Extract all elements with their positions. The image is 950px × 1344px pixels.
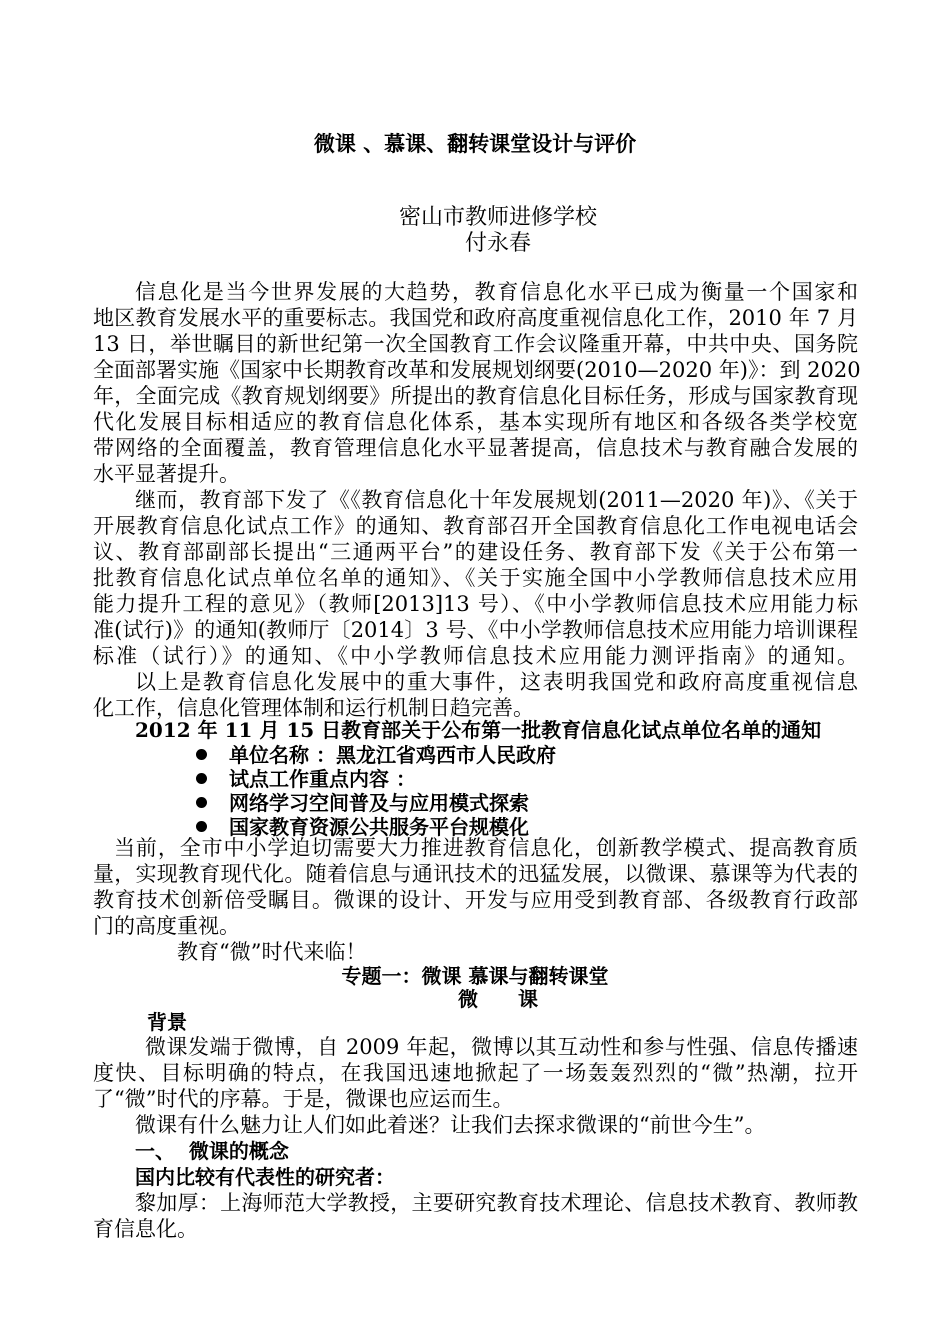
bullet-item	[196, 743, 556, 767]
bullet-text: 网络学习空间普及与应用模式探索	[229, 791, 529, 815]
notice-heading: 2012 年 11 月 15 日教育部关于公布第一批教育信息化试点单位名单的通知	[135, 718, 822, 742]
document-title: 微课 、慕课、翻转课堂设计与评价	[313, 131, 637, 156]
para2-line: 继而，教育部下发了《《教育信息化十年发展规划(2011—2020 年)》、《关于	[135, 488, 858, 512]
para5-line: 度快、目标明确的特点，在我国迅速地掀起了一场轰轰烈烈的“微”热潮，拉开	[93, 1061, 858, 1085]
bullet-item	[196, 767, 416, 791]
para4-line: 量，实现教育现代化。随着信息与通讯技术的迅猛发展，以微课、慕课等为代表的	[93, 862, 858, 886]
para5-line: 微课发端于微博，自 2009 年起，微博以其互动性和参与性强、信息传播速	[145, 1035, 858, 1059]
para5-line: 了“微”时代的序幕。于是，微课也应运而生。	[93, 1087, 514, 1111]
para2-line: 议、教育部副部长提出“三通两平台”的建设任务、教育部下发《关于公布第一	[93, 540, 858, 564]
para1-line: 全面部署实施《国家中长期教育改革和发展规划纲要(2010—2020 年)》：到 2020	[93, 358, 861, 382]
para7-line: 育信息化。	[93, 1217, 198, 1241]
para4-line: 教育技术创新倍受瞩目。微课的设计、开发与应用受到教育部、各级教育行政部	[93, 888, 858, 912]
para1-line: 地区教育发展水平的重要标志。我国党和政府高度重视信息化工作，2010 年 7 月	[93, 306, 858, 330]
section-heading: 一、 微课的概念	[135, 1139, 289, 1163]
para2-line: 能力提升工程的意见》（教师[2013]13 号）、《中小学教师信息技术应用能力标	[93, 592, 858, 616]
topic-heading: 专题一：微课 慕课与翻转课堂	[341, 964, 609, 988]
bullet-text: 试点工作重点内容 ：	[229, 767, 416, 791]
para3-line: 化工作，信息化管理体制和运行机制日趋完善。	[93, 696, 534, 720]
para1-line: 代化发展目标相适应的教育信息化体系，基本实现所有地区和各级各类学校宽	[93, 410, 858, 434]
para3-line: 以上是教育信息化发展中的重大事件，这表明我国党和政府高度重视信息	[135, 670, 858, 694]
bullet-dot-icon	[196, 821, 207, 832]
para2-line: 开展教育信息化试点工作》的通知、教育部召开全国教育信息化工作电视电话会	[93, 514, 858, 538]
para1-line: 水平显著提升。	[93, 462, 240, 486]
para1-line: 信息化是当今世界发展的大趋势，教育信息化水平已成为衡量一个国家和	[135, 280, 858, 304]
para2-line: 准(试行)》的通知(教师厅〔2014〕3 号、《中小学教师信息技术应用能力培训课程	[93, 618, 858, 642]
background-label: 背景	[147, 1010, 187, 1034]
era-line: 教育“微”时代来临！	[177, 940, 367, 964]
bullet-dot-icon	[196, 773, 207, 784]
para1-line: 年，全面完成《教育规划纲要》所提出的教育信息化目标任务，形成与国家教育现	[93, 384, 858, 408]
para6-line: 微课有什么魅力让人们如此着迷？让我们去探求微课的“前世今生”。	[135, 1113, 766, 1137]
bullet-text: 单位名称 ：黑龙江省鸡西市人民政府	[229, 743, 556, 767]
para4-line: 当前，全市中小学迫切需要大力推进教育信息化，创新教学模式、提高教育质	[114, 836, 858, 860]
para1-line: 带网络的全面覆盖，教育管理信息化水平显著提高，信息技术与教育融合发展的	[93, 436, 858, 460]
para2-line: 标准（试行）》的通知、《中小学教师信息技术应用能力测评指南》的通知。	[93, 644, 858, 668]
para7-line: 黎加厚：上海师范大学教授，主要研究教育技术理论、信息技术教育、教师教	[135, 1191, 858, 1215]
bullet-item	[196, 791, 529, 815]
para1-line: 13 日，举世瞩目的新世纪第一次全国教育工作会议隆重开幕，中共中央、国务院	[93, 332, 858, 356]
author-school: 密山市教师进修学校	[398, 205, 597, 230]
para4-line: 门的高度重视。	[93, 914, 240, 938]
researchers-label: 国内比较有代表性的研究者：	[135, 1165, 395, 1189]
bullet-text: 国家教育资源公共服务平台规模化	[229, 815, 529, 839]
bullet-dot-icon	[196, 749, 207, 760]
author-name: 付永春	[464, 231, 531, 256]
para2-line: 批教育信息化试点单位名单的通知》、《关于实施全国中小学教师信息技术应用	[93, 566, 858, 590]
sub-heading: 微 课	[458, 987, 538, 1011]
bullet-dot-icon	[196, 797, 207, 808]
